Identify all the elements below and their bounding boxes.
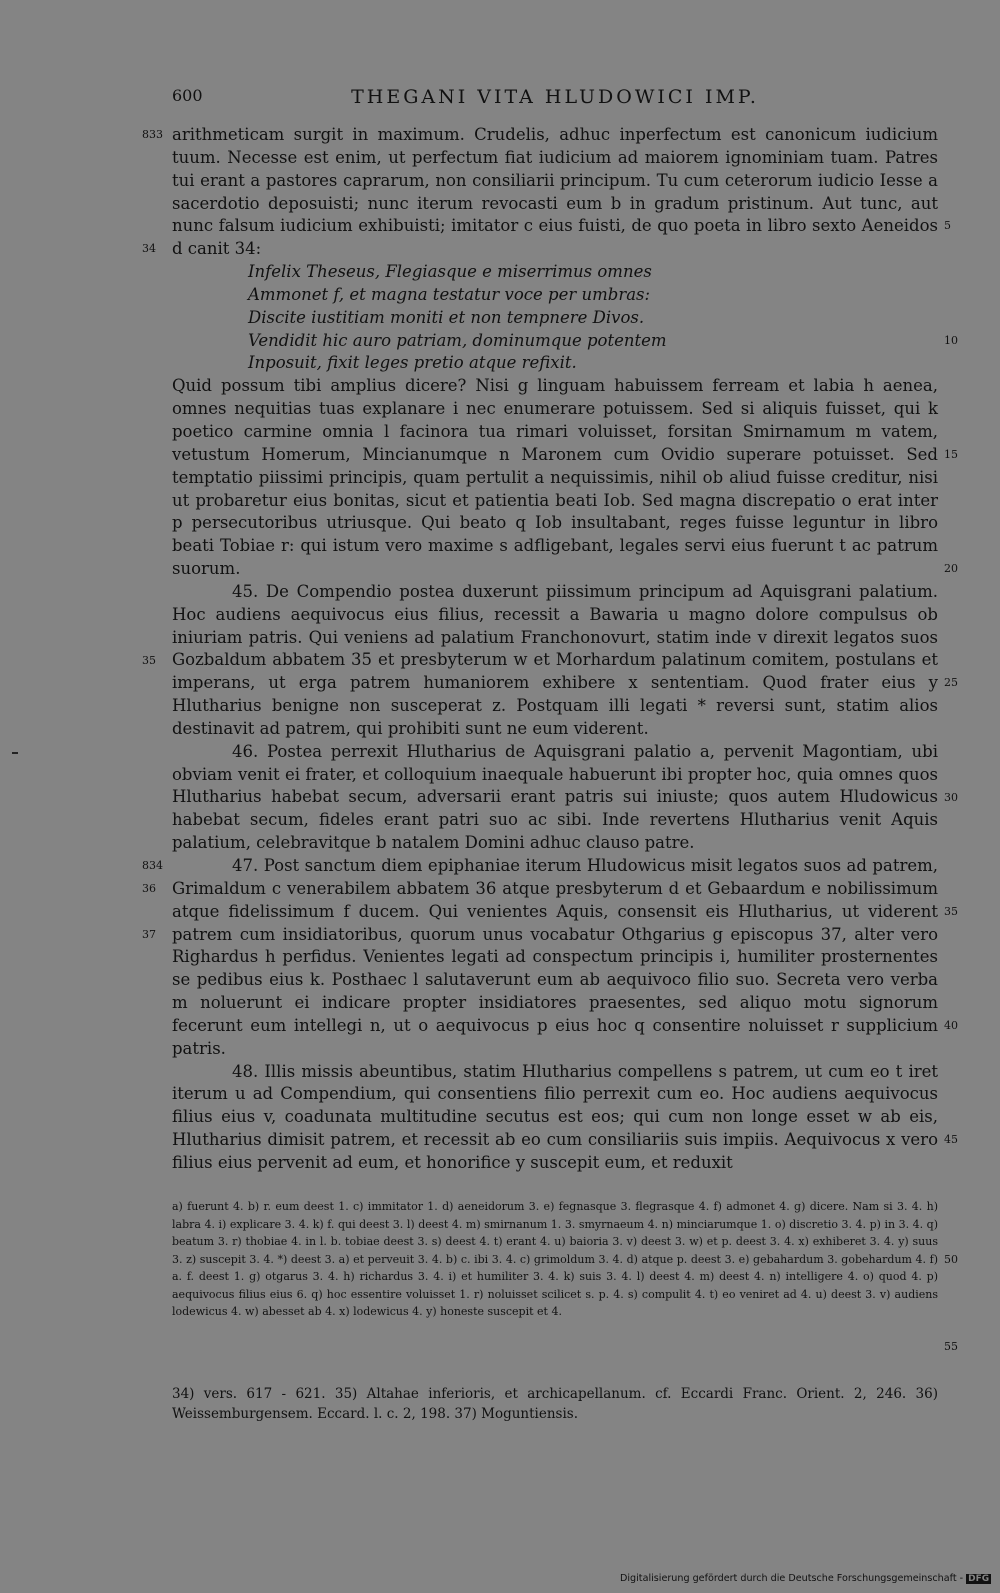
margin-number: 35 bbox=[142, 653, 156, 667]
line-number: 45 bbox=[944, 1133, 958, 1147]
dfg-logo: DFG bbox=[968, 1574, 990, 1584]
line-number: 55 bbox=[944, 1340, 958, 1353]
chapter-46: 46. Postea perrexit Hlutharius de Aquisgrani palatio a, pervenit Magontiam, ubi obviam venit ei frater, et colloquium inaequale habuerunt ibi propter hoc, quia omnes quos Hlutharius habebat secum, adversarii erant patris sui iniuste; quos autem Hludowicus habebat secum, fideles erant patri suo ac sibi. Inde revertens Hlutharius venit Aquis palatium, celebravitque b natalem Domini adhuc clauso patre. bbox=[172, 741, 938, 853]
credit-text: Digitalisierung gefördert durch die Deutsche Forschungsgemeinschaft - bbox=[620, 1573, 964, 1584]
margin-number: 834 bbox=[142, 859, 163, 873]
chapter-48: 48. Illis missis abeuntibus, statim Hlutharius compellens s patrem, ut cum eo t iret iterum u ad Compendium, qui consentiens filio perrexit cum eo. Hoc audiens aequivocus filius eius v, coadunata multitudine secutus est eos; qui cum non longe esset w ab eis, Hlutharius dimisit patrem, et recessit ab eo cum consiliariis suis impiis. Aequivocus x vero filius eius pervenit ad eum, et honorifice y suscepit eum, et reduxit bbox=[172, 1061, 938, 1172]
line-number: 10 bbox=[944, 333, 958, 347]
line-number: 15 bbox=[944, 447, 958, 461]
margin-number: 34 bbox=[142, 242, 156, 256]
page-header bbox=[172, 86, 938, 112]
line-number: 25 bbox=[944, 676, 958, 690]
line-number: 20 bbox=[944, 562, 958, 576]
margin-mark bbox=[12, 752, 18, 754]
chapter-45: 45. De Compendio postea duxerunt piissimum principum ad Aquisgrani palatium. Hoc audiens aequivocus eius filius, recessit a Bawaria u magno dolore compulsus ob iniuriam patris. Qui veniens ad palatium Franchonovurt, statim inde v direxit legatos suos Gozbaldum abbatem 35 et presbyterum w et Morhardum palatinum comitem, postulans et imperans, ut erga patrem humaniorem exhibere x sententiam. Quod frater eius y Hlutharius benigne non susceperat z. Postquam illi legati * reversi sunt, statim alios destinavit ad patrem, qui prohibiti sunt ne eum viderent. bbox=[172, 581, 938, 738]
margin-number: 36 bbox=[142, 882, 156, 896]
running-title: THEGANI VITA HLUDOWICI IMP. bbox=[351, 86, 759, 108]
line-number: 40 bbox=[944, 1019, 958, 1033]
line-number: 50 bbox=[944, 1252, 958, 1266]
verse-line: Inposuit, fixit leges pretio atque refixit. bbox=[248, 353, 577, 373]
verse-line: Vendidit hic auro patriam, dominumque potentem bbox=[248, 330, 667, 350]
paragraph-intro: arithmeticam surgit in maximum. Crudelis, adhuc inperfectum est canonicum iudicium tuum. Necesse est enim, ut perfectum fiat iudicium ad maiorem ignominiam tuam. Patres tui erant a pastores caprarum, non consiliarii principum. Tu cum ceterorum iudicio Iesse a sacerdotio deposuisti; nunc iterum revocasti eum b in gradum pristinum. Aut tunc, aut nunc falsum iudicium exhibuisti; imitator c eius fuisti, de quo poeta in libro sexto Aeneidos d canit 34: bbox=[172, 125, 938, 259]
margin-number: 37 bbox=[142, 927, 156, 941]
line-number: 30 bbox=[944, 790, 958, 804]
critical-apparatus: a) fuerunt 4. b) r. eum deest 1. c) immitator 1. d) aeneidorum 3. e) fegnasque 3. flegrasque 4. f) admonet 4. g) dicere. Nam si 3. 4. h) labra 4. i) explicare 3. 4. k) f. qui deest 3. l) deest 4. m) smirnanum 1. 3. smyrnaeum 4. n) minciarumque 1. o) discretio 3. 4. p) in 3. 4. q) beatum 3. r) thobiae 4. in l. b. tobiae deest 3. s) deest 4. t) erant 4. u) baioria 3. v) deest 3. w) et p. deest 3. 4. x) exhiberet 3. 4. y) suus 3. z) suscepit 3. 4. *) deest 3. a) et perveuit 3. 4. b) c. ibi 3. 4. c) grimoldum 3. 4. d) atque p. deest 3. e) gebahardum 3. gobehardum 4. f) a. f. deest 1. g) otgarus 3. 4. h) richardus 3. 4. i) et humiliter 3. 4. k) suis 3. 4. l) deest 4. m) deest 4. n) intelligere 4. o) quod 4. p) aequivocus filius eius 6. q) hoc essentire voluisset 1. r) noluisset scilicet s. p. 4. s) compulit 4. t) eo veniret ad 4. u) deest 3. v) audiens lodewicus 4. w) abesset ab 4. x) lodewicus 4. y) honeste suscepit et 4. bbox=[172, 1200, 938, 1318]
verse-line: Ammonet f, et magna testatur voce per umbras: bbox=[248, 284, 651, 304]
main-text bbox=[172, 124, 938, 1175]
line-number: 35 bbox=[944, 904, 958, 918]
digitization-credit bbox=[620, 1573, 990, 1584]
line-number: 5 bbox=[944, 219, 951, 233]
page-number: 600 bbox=[172, 86, 203, 105]
verse-line: Discite iustitiam moniti et non tempnere Divos. bbox=[248, 307, 645, 327]
chapter-47: 47. Post sanctum diem epiphaniae iterum Hludowicus misit legatos suos ad patrem, Grimaldum c venerabilem abbatem 36 atque presbyterum d et Gebaardum e nobilissimum atque fidelissimum f ducem. Qui venientes Aquis, consensit eis Hlutharius, ut viderent patrem cum insidiatoribus, quorum unus vocabatur Othgarius g episcopus 37, alter vero Righardus h perfidus. Venientes legati ad conspectum principis i, humiliter prosternentes se pedibus eius k. Posthaec l salutaverunt eum ab aequivoco filio suo. Secreta vero verba m noluerunt ei indicare propter insidiatores praesentes, sed aliquo motu signorum fecerunt eum intellegi n, ut o aequivocus p eius hoc q consentire noluisset r supplicium patris. bbox=[172, 856, 938, 1058]
margin-number: 833 bbox=[142, 128, 163, 141]
footnotes: 34) vers. 617 - 621. 35) Altahae inferioris, et archicapellanum. cf. Eccardi Franc. Orient. 2, 246. 36) Weissemburgensem. Eccard. l. c. 2, 198. 37) Moguntiensis. bbox=[172, 1386, 938, 1422]
verse-quotation bbox=[172, 261, 938, 375]
verse-line: Infelix Theseus, Flegiasque e miserrimus omnes bbox=[248, 262, 652, 282]
paragraph-continuation: Quid possum tibi amplius dicere? Nisi g linguam habuissem ferream et labia h aenea, omnes nequitias tuas explanare i nec enumerare potuissem. Sed si aliquis fuisset, qui k poetico carmine omnia l facinora tua rimari voluisset, forsitan Smirnamum m vatem, vetustum Homerum, Mincianumque n Maronem cum Ovidio superare potuisset. Sed temptatio piissimi principis, quam pertulit a nequissimis, nihil ob aliud fuisse creditur, nisi ut probaretur eius bonitas, sicut et patientia beati Iob. Sed magna discrepatio o erat inter p persecutoribus utriusque. Qui beato q Iob insultabant, reges fuisse leguntur in libro beati Tobiae r: qui istum vero maxime s adfligebant, legales servi eius fuerunt t ac patrum suorum. bbox=[172, 376, 938, 579]
